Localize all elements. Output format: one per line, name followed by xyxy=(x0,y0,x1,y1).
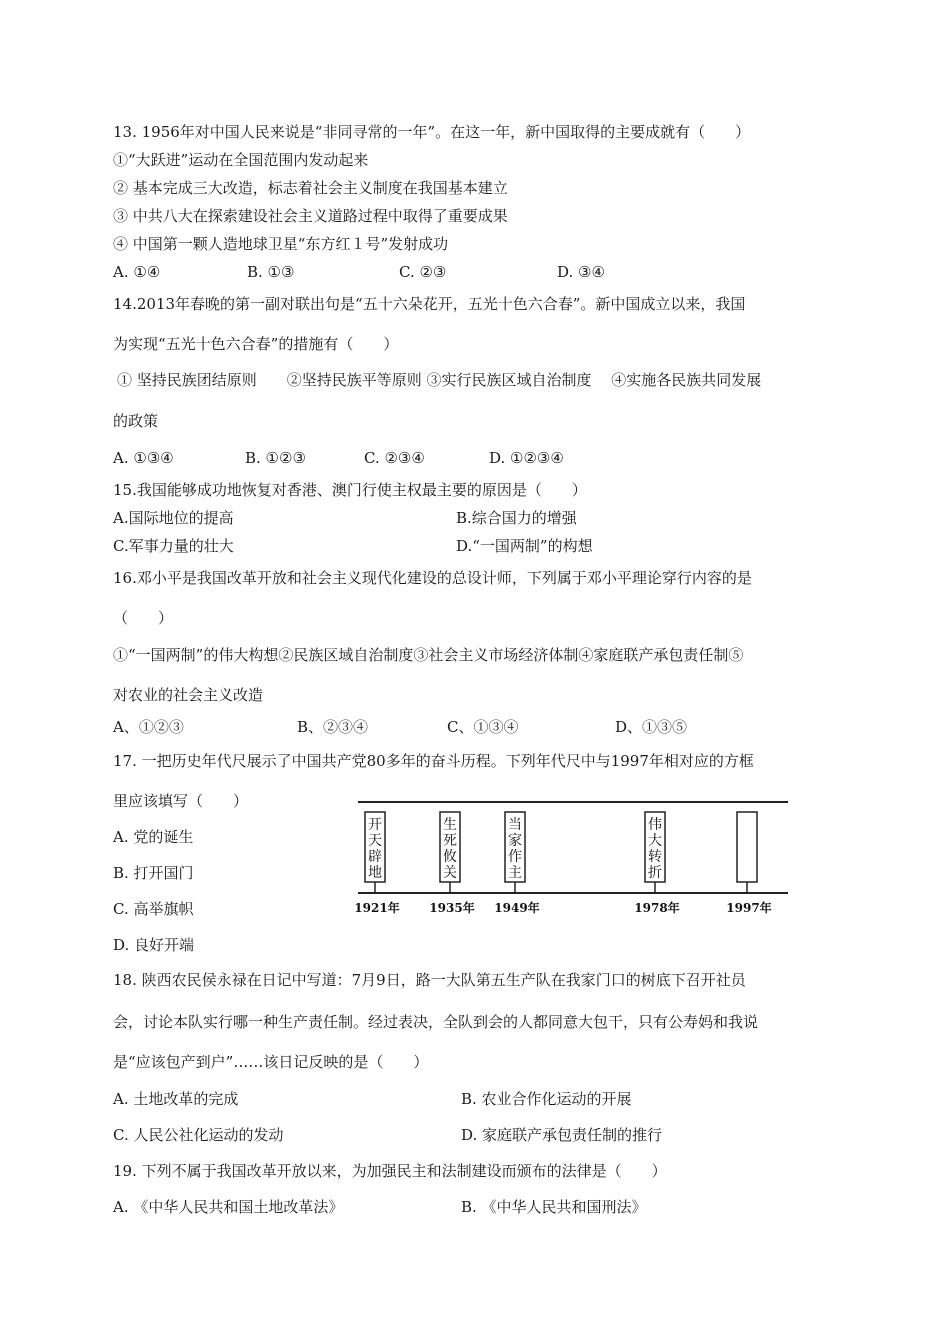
q13-option-c: C. ②③ xyxy=(399,263,447,281)
q16-option-b: B、②③④ xyxy=(297,718,369,736)
q18-option-d: D. 家庭联产承包责任制的推行 xyxy=(461,1126,663,1144)
q18-stem-line-1: 18. 陕西农民侯永禄在日记中写道：7月9日，路一大队第五生产队在我家门口的树底下召开社员 xyxy=(113,971,746,989)
q13-stem: 13. 1956年对中国人民来说是“非同寻常的一年”。在这一年，新中国取得的主要成就有（ ） xyxy=(113,123,751,141)
q13-item-1: ①“大跃进”运动在全国范围内发动起来 xyxy=(113,151,369,169)
ruler-box-2-char: 生 xyxy=(443,817,457,833)
q15-option-b: B.综合国力的增强 xyxy=(456,509,577,527)
ruler-year-label: 1997年 xyxy=(726,901,772,915)
q16-option-d: D、①③⑤ xyxy=(615,718,688,736)
q15-option-a: A.国际地位的提高 xyxy=(113,509,234,527)
ruler-box-4-char: 大 xyxy=(648,833,662,849)
q18-option-b: B. 农业合作化运动的开展 xyxy=(461,1090,632,1108)
ruler-box-3-char: 家 xyxy=(508,833,522,849)
q13-item-4: ④ 中国第一颗人造地球卫星“东方红１号”发射成功 xyxy=(113,235,449,253)
q18-stem-line-2: 会，讨论本队实行哪一种生产责任制。经过表决，全队到会的人都同意大包干，只有公寿妈和我说 xyxy=(113,1013,759,1031)
q16-items-line-2: 对农业的社会主义改造 xyxy=(113,686,264,704)
ruler-year-label: 1921年 xyxy=(354,901,400,915)
ruler-box-3-char: 当 xyxy=(508,817,522,833)
q14-option-b: B. ①②③ xyxy=(245,449,306,467)
q14-option-d: D. ①②③④ xyxy=(489,449,564,467)
ruler-box-2-char: 关 xyxy=(443,865,457,881)
ruler-box-4-char: 折 xyxy=(648,865,662,881)
q15-stem: 15.我国能够成功地恢复对香港、澳门行使主权最主要的原因是（ ） xyxy=(113,481,587,499)
q14-items-line-2: 的政策 xyxy=(113,412,159,430)
q19-stem: 19. 下列不属于我国改革开放以来，为加强民主和法制建设而颁布的法律是（ ） xyxy=(113,1162,667,1180)
q17-option-a: A. 党的诞生 xyxy=(113,828,194,846)
q13-option-b: B. ①③ xyxy=(247,263,295,281)
timeline-ruler-figure xyxy=(350,790,795,920)
q14-option-a: A. ①③④ xyxy=(113,449,174,467)
q14-stem-line-1: 14.2013年春晚的第一副对联出句是“五十六朵花开，五光十色六合春”。新中国成立以来，我国 xyxy=(113,295,746,313)
q18-option-a: A. 土地改革的完成 xyxy=(113,1090,239,1108)
q14-option-c: C. ②③④ xyxy=(364,449,425,467)
q17-stem-line-1: 17. 一把历史年代尺展示了中国共产党80多年的奋斗历程。下列年代尺中与1997年相对应的方框 xyxy=(113,752,754,770)
ruler-box-4-char: 转 xyxy=(648,849,662,865)
ruler-box-5 xyxy=(737,812,757,882)
q13-option-d: D. ③④ xyxy=(557,263,605,281)
ruler-box-1-char: 辟 xyxy=(368,849,382,865)
q13-item-2: ② 基本完成三大改造，标志着社会主义制度在我国基本建立 xyxy=(113,179,508,197)
q16-option-c: C、①③④ xyxy=(447,718,519,736)
q19-option-a: A. 《中华人民共和国土地改革法》 xyxy=(113,1198,344,1216)
q19-option-b: B. 《中华人民共和国刑法》 xyxy=(461,1198,647,1216)
ruler-box-1-char: 地 xyxy=(368,865,382,881)
ruler-box-1-char: 天 xyxy=(368,833,382,849)
q18-option-c: C. 人民公社化运动的发动 xyxy=(113,1126,284,1144)
q13-item-3: ③ 中共八大在探索建设社会主义道路过程中取得了重要成果 xyxy=(113,207,508,225)
q17-option-d: D. 良好开端 xyxy=(113,936,195,954)
ruler-box-2-char: 死 xyxy=(443,833,457,849)
q15-option-d: D.“一国两制”的构想 xyxy=(456,537,593,555)
ruler-year-label: 1935年 xyxy=(429,901,475,915)
q18-stem-line-3: 是“应该包产到户”……该日记反映的是（ ） xyxy=(113,1053,429,1071)
q17-stem-line-2: 里应该填写（ ） xyxy=(113,792,249,810)
q17-option-c: C. 高举旗帜 xyxy=(113,900,194,918)
q16-stem-line-2: （ ） xyxy=(113,609,174,627)
ruler-box-1-char: 开 xyxy=(368,817,382,833)
ruler-year-label: 1978年 xyxy=(634,901,680,915)
q16-items-line-1: ①“一国两制”的伟大构想②民族区域自治制度③社会主义市场经济体制④家庭联产承包责任制⑤ xyxy=(113,646,744,664)
q15-option-c: C.军事力量的壮大 xyxy=(113,537,234,555)
q13-option-a: A. ①④ xyxy=(113,263,161,281)
q14-items-line-1: ① 坚持民族团结原则 ②坚持民族平等原则 ③实行民族区域自治制度 ④实施各民族共同发展 xyxy=(117,371,762,389)
q16-stem-line-1: 16.邓小平是我国改革开放和社会主义现代化建设的总设计师，下列属于邓小平理论穿行内容的是 xyxy=(113,569,752,587)
q17-option-b: B. 打开国门 xyxy=(113,864,194,882)
ruler-box-3-char: 主 xyxy=(508,865,522,881)
ruler-year-label: 1949年 xyxy=(494,901,540,915)
ruler-box-2-char: 攸 xyxy=(443,849,457,865)
q16-option-a: A、①②③ xyxy=(113,718,184,736)
ruler-box-3-char: 作 xyxy=(508,849,522,865)
ruler-box-4-char: 伟 xyxy=(648,817,662,833)
q14-stem-line-2: 为实现“五光十色六合春”的措施有（ ） xyxy=(113,335,399,353)
